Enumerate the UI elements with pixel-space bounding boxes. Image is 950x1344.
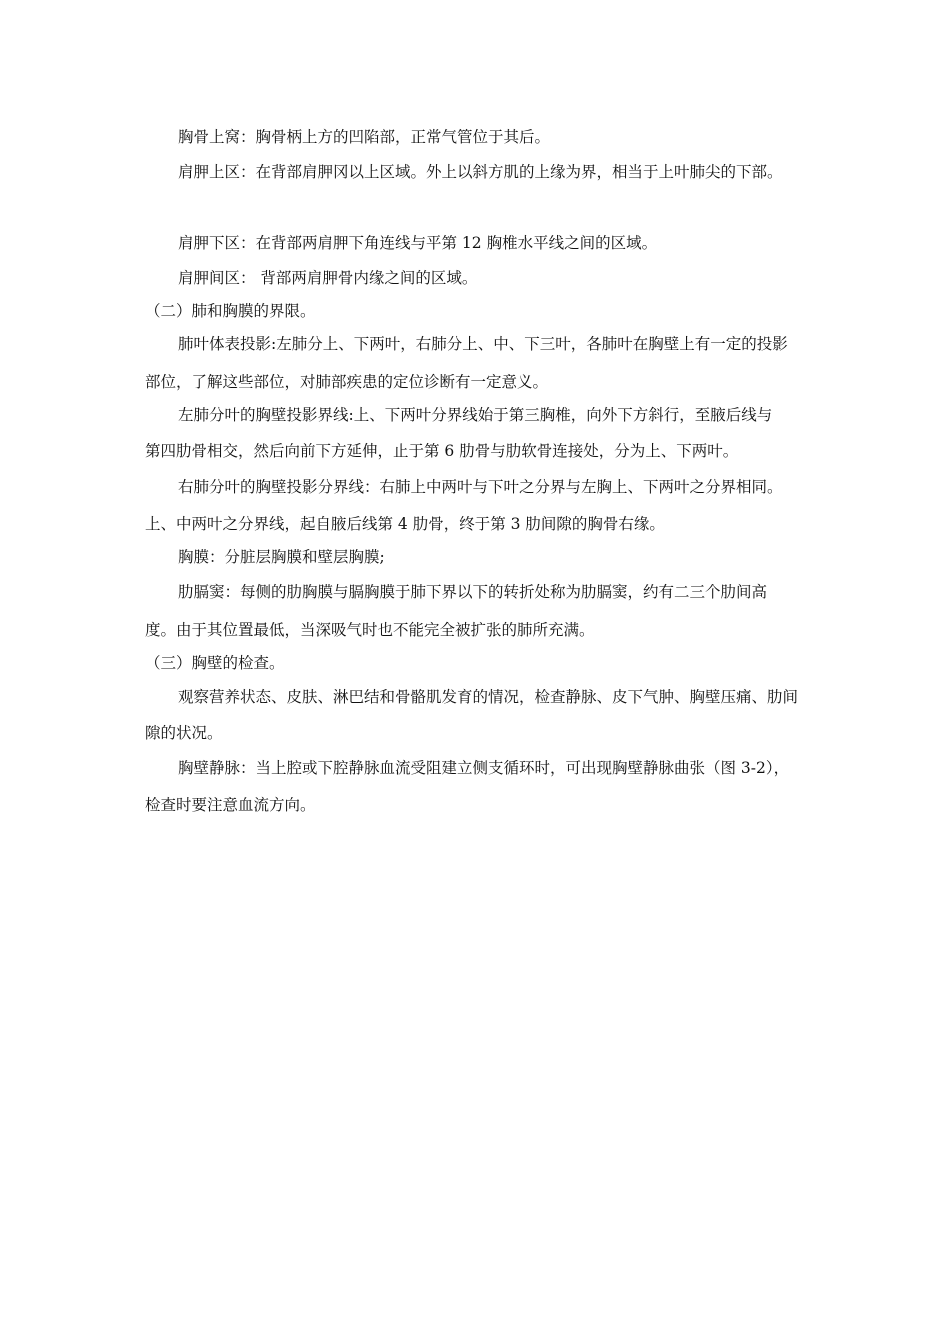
- paragraph-observation-2: 隙的状况。: [145, 724, 223, 742]
- paragraph-left-lung-boundary-1: 左肺分叶的胸壁投影界线:上、下两叶分界线始于第三胸椎，向外下方斜行，至腋后线与: [178, 406, 773, 424]
- paragraph-chest-wall-veins-1: 胸壁静脉：当上腔或下腔静脉血流受阻建立侧支循环时，可出现胸壁静脉曲张（图 3-2），: [178, 759, 790, 777]
- section-heading-lung-pleura: （二）肺和胸膜的界限。: [145, 302, 316, 320]
- section-heading-chest-wall-exam: （三）胸壁的检查。: [145, 654, 285, 672]
- paragraph-right-lung-boundary-1: 右肺分叶的胸壁投影分界线：右肺上中两叶与下叶之分界与左胸上、下两叶之分界相同。: [178, 478, 783, 496]
- paragraph-left-lung-boundary-2: 第四肋骨相交，然后向前下方延伸，止于第 6 肋骨与肋软骨连接处，分为上、下两叶。: [145, 442, 739, 460]
- paragraph-right-lung-boundary-2: 上、中两叶之分界线，起自腋后线第 4 肋骨，终于第 3 肋间隙的胸骨右缘。: [145, 515, 665, 533]
- paragraph-chest-wall-veins-2: 检查时要注意血流方向。: [145, 796, 316, 814]
- paragraph-observation-1: 观察营养状态、皮肤、淋巴结和骨骼肌发育的情况，检查静脉、皮下气肿、胸壁压痛、肋间: [178, 688, 799, 706]
- paragraph-interscapular-region: 肩胛间区： 背部两肩胛骨内缘之间的区域。: [178, 269, 478, 287]
- paragraph-lung-lobe-projection-1: 肺叶体表投影:左肺分上、下两叶，右肺分上、中、下三叶，各肺叶在胸壁上有一定的投影: [178, 335, 788, 353]
- paragraph-infrascapular-region: 肩胛下区：在背部两肩胛下角连线与平第 12 胸椎水平线之间的区域。: [178, 234, 658, 252]
- paragraph-costophrenic-sinus-1: 肋膈窦：每侧的肋胸膜与膈胸膜于肺下界以下的转折处称为肋膈窦，约有二三个肋间高: [178, 583, 768, 601]
- paragraph-suprascapular-region: 肩胛上区：在背部肩胛冈以上区域。外上以斜方肌的上缘为界，相当于上叶肺尖的下部。: [178, 163, 783, 181]
- paragraph-costophrenic-sinus-2: 度。由于其位置最低，当深吸气时也不能完全被扩张的肺所充满。: [145, 621, 595, 639]
- paragraph-pleura: 胸膜：分脏层胸膜和壁层胸膜;: [178, 548, 385, 566]
- paragraph-lung-lobe-projection-2: 部位，了解这些部位，对肺部疾患的定位诊断有一定意义。: [145, 373, 549, 391]
- paragraph-suprasternal-fossa: 胸骨上窝：胸骨柄上方的凹陷部，正常气管位于其后。: [178, 128, 551, 146]
